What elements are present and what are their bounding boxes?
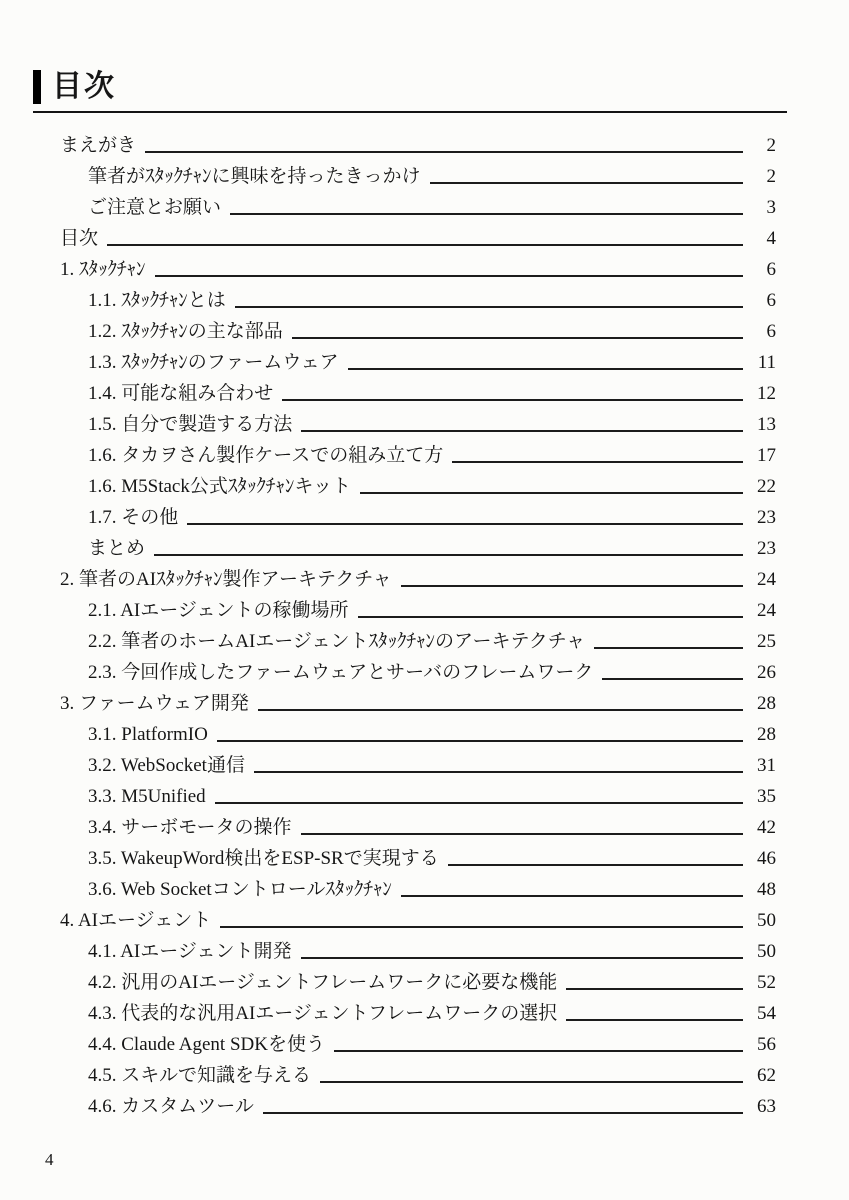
- toc-entry[interactable]: [60, 964, 776, 995]
- toc-entry[interactable]: [60, 499, 776, 530]
- toc-entry-page: 63: [757, 1096, 776, 1118]
- toc-entry-page: 4: [766, 228, 776, 250]
- toc-entry[interactable]: [60, 654, 776, 685]
- toc-entry-label: 3.3. M5Unified: [88, 786, 206, 808]
- toc-header: [33, 70, 787, 113]
- toc-leader-line: [187, 523, 743, 525]
- toc-entry[interactable]: [60, 561, 776, 592]
- toc-entry[interactable]: [60, 778, 776, 809]
- toc-leader-line: [594, 647, 743, 649]
- toc-entry[interactable]: [60, 933, 776, 964]
- toc-entry-page: 52: [757, 972, 776, 994]
- toc-entry-page: 35: [757, 786, 776, 808]
- toc-entry[interactable]: [60, 530, 776, 561]
- toc-entry-page: 25: [757, 631, 776, 653]
- toc-entry-label: 4.2. 汎用のAIエージェントフレームワークに必要な機能: [88, 972, 558, 994]
- toc-entry[interactable]: [60, 840, 776, 871]
- toc-leader-line: [301, 833, 744, 835]
- toc-entry-label: 4.4. Claude Agent SDKを使う: [88, 1034, 325, 1056]
- toc-entry-page: 31: [757, 755, 776, 777]
- toc-leader-line: [401, 895, 743, 897]
- toc-leader-line: [258, 709, 743, 711]
- toc-entry-page: 48: [757, 879, 776, 901]
- toc-entry-label: 2.3. 今回作成したファームウェアとサーバのフレームワーク: [88, 662, 594, 684]
- toc-entry-page: 2: [766, 135, 776, 157]
- toc-entry[interactable]: [60, 158, 776, 189]
- toc-leader-line: [145, 151, 743, 153]
- page-number-footer: 4: [45, 1150, 54, 1169]
- toc-entry[interactable]: [60, 809, 776, 840]
- toc-entry[interactable]: [60, 127, 776, 158]
- toc-leader-line: [230, 213, 743, 215]
- toc-leader-line: [401, 585, 743, 587]
- toc-entry-page: 12: [757, 383, 776, 405]
- toc-entry-label: 1.7. その他: [88, 507, 179, 529]
- toc-entry-page: 22: [757, 476, 776, 498]
- toc-entry-label: 3.4. サーボモータの操作: [88, 817, 292, 839]
- toc-entry-page: 23: [757, 507, 776, 529]
- toc-entry-label: 3.5. WakeupWord検出をESP-SRで実現する: [88, 848, 439, 870]
- toc-entry-page: 62: [757, 1065, 776, 1087]
- toc-leader-line: [292, 337, 743, 339]
- toc-entry-label: まえがき: [60, 135, 137, 157]
- toc-entry-page: 6: [766, 290, 776, 312]
- toc-entry[interactable]: [60, 1026, 776, 1057]
- toc-entry[interactable]: [60, 344, 776, 375]
- toc-entry-page: 28: [757, 724, 776, 746]
- toc-entry-label: 3.2. WebSocket通信: [88, 755, 245, 777]
- page-title: 目次: [52, 70, 116, 103]
- toc-entry-label: 2.1. AIエージェントの稼働場所: [88, 600, 349, 622]
- toc-entry[interactable]: [60, 1057, 776, 1088]
- toc-entry-label: 筆者がｽﾀｯｸﾁｬﾝに興味を持ったきっかけ: [88, 166, 421, 188]
- toc-entry[interactable]: [60, 251, 776, 282]
- toc-entry-label: 2. 筆者のAIｽﾀｯｸﾁｬﾝ製作アーキテクチャ: [60, 569, 392, 591]
- toc-entry[interactable]: [60, 1088, 776, 1119]
- toc-leader-line: [217, 740, 743, 742]
- toc-entry-label: 4.5. スキルで知識を与える: [88, 1065, 312, 1087]
- toc-leader-line: [235, 306, 743, 308]
- toc-entry-label: 1.5. 自分で製造する方法: [88, 414, 293, 436]
- toc-entry-page: 26: [757, 662, 776, 684]
- toc-leader-line: [358, 616, 744, 618]
- toc-entry[interactable]: [60, 220, 776, 251]
- toc-entry-page: 13: [757, 414, 776, 436]
- toc-entry-label: 1.4. 可能な組み合わせ: [88, 383, 274, 405]
- toc-entry-page: 11: [757, 352, 776, 374]
- toc-entry[interactable]: [60, 623, 776, 654]
- toc-entry[interactable]: [60, 871, 776, 902]
- toc-entry-page: 24: [757, 600, 776, 622]
- toc-entry[interactable]: [60, 685, 776, 716]
- toc-list: [60, 127, 776, 1119]
- toc-entry-label: 1.6. M5Stack公式ｽﾀｯｸﾁｬﾝキット: [88, 476, 351, 498]
- toc-leader-line: [282, 399, 743, 401]
- toc-leader-line: [254, 771, 743, 773]
- toc-leader-line: [448, 864, 743, 866]
- toc-entry-page: 6: [766, 259, 776, 281]
- toc-entry[interactable]: [60, 406, 776, 437]
- toc-leader-line: [334, 1050, 743, 1052]
- toc-entry-page: 6: [766, 321, 776, 343]
- toc-entry[interactable]: [60, 716, 776, 747]
- toc-leader-line: [154, 554, 743, 556]
- toc-entry[interactable]: [60, 747, 776, 778]
- toc-entry[interactable]: [60, 282, 776, 313]
- toc-entry-page: 17: [757, 445, 776, 467]
- toc-leader-line: [107, 244, 743, 246]
- toc-entry-label: 1.6. タカヲさん製作ケースでの組み立て方: [88, 445, 444, 467]
- toc-leader-line: [301, 430, 743, 432]
- toc-entry[interactable]: [60, 468, 776, 499]
- toc-leader-line: [360, 492, 743, 494]
- toc-leader-line: [263, 1112, 743, 1114]
- toc-entry-label: 1.2. ｽﾀｯｸﾁｬﾝの主な部品: [88, 321, 283, 343]
- toc-entry-page: 42: [757, 817, 776, 839]
- toc-entry[interactable]: [60, 189, 776, 220]
- toc-entry-page: 3: [766, 197, 776, 219]
- toc-entry-label: 1. ｽﾀｯｸﾁｬﾝ: [60, 259, 146, 281]
- toc-leader-line: [430, 182, 743, 184]
- toc-entry-page: 46: [757, 848, 776, 870]
- toc-entry[interactable]: [60, 375, 776, 406]
- toc-entry[interactable]: [60, 592, 776, 623]
- toc-entry-label: 目次: [60, 228, 99, 250]
- toc-entry-label: 3. ファームウェア開発: [60, 693, 249, 715]
- toc-leader-line: [155, 275, 743, 277]
- toc-entry-label: 4.6. カスタムツール: [88, 1096, 254, 1118]
- toc-leader-line: [602, 678, 743, 680]
- toc-leader-line: [452, 461, 743, 463]
- toc-entry-page: 56: [757, 1034, 776, 1056]
- toc-entry-page: 2: [766, 166, 776, 188]
- toc-entry[interactable]: [60, 437, 776, 468]
- toc-entry[interactable]: [60, 902, 776, 933]
- toc-entry-label: ご注意とお願い: [88, 197, 222, 219]
- toc-leader-line: [301, 957, 744, 959]
- toc-entry-label: 4.1. AIエージェント開発: [88, 941, 292, 963]
- toc-entry[interactable]: [60, 313, 776, 344]
- toc-entry[interactable]: [60, 995, 776, 1026]
- toc-entry-label: 4.3. 代表的な汎用AIエージェントフレームワークの選択: [88, 1003, 558, 1025]
- toc-leader-line: [348, 368, 743, 370]
- toc-entry-label: 2.2. 筆者のホームAIエージェントｽﾀｯｸﾁｬﾝのアーキテクチャ: [88, 631, 586, 653]
- toc-entry-page: 50: [757, 941, 776, 963]
- toc-entry-page: 23: [757, 538, 776, 560]
- toc-entry-page: 54: [757, 1003, 776, 1025]
- toc-entry-label: まとめ: [88, 538, 146, 560]
- toc-entry-page: 50: [757, 910, 776, 932]
- toc-entry-label: 3.6. Web Socketコントロールｽﾀｯｸﾁｬﾝ: [88, 879, 392, 901]
- toc-leader-line: [220, 926, 743, 928]
- title-accent-bar: [33, 70, 41, 104]
- toc-entry-label: 4. AIエージェント: [60, 910, 212, 932]
- toc-leader-line: [215, 802, 743, 804]
- toc-leader-line: [320, 1081, 743, 1083]
- header-divider: [33, 111, 787, 113]
- toc-entry-label: 1.1. ｽﾀｯｸﾁｬﾝとは: [88, 290, 226, 312]
- toc-leader-line: [566, 988, 743, 990]
- toc-entry-label: 1.3. ｽﾀｯｸﾁｬﾝのファームウェア: [88, 352, 339, 374]
- toc-entry-label: 3.1. PlatformIO: [88, 724, 208, 746]
- toc-entry-page: 28: [757, 693, 776, 715]
- toc-leader-line: [566, 1019, 743, 1021]
- toc-entry-page: 24: [757, 569, 776, 591]
